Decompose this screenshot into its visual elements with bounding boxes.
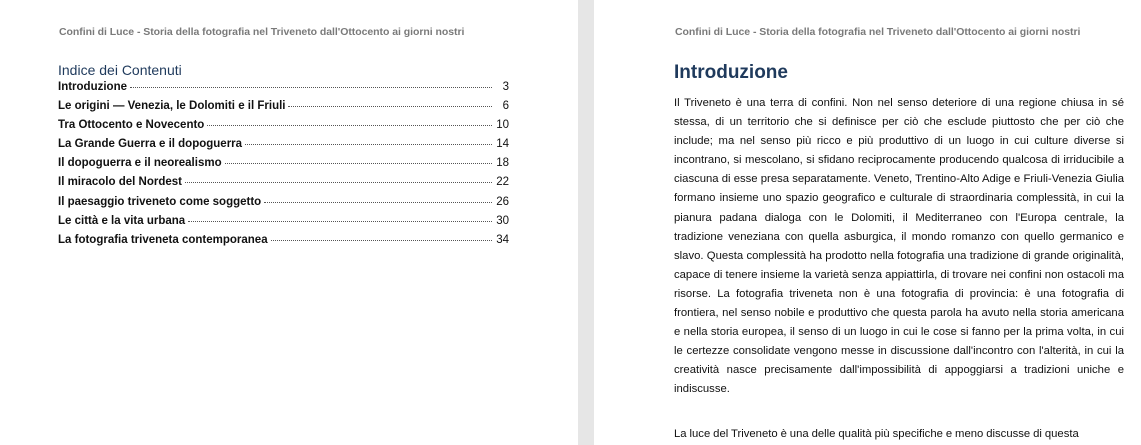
toc-leader-dots — [130, 87, 492, 88]
toc-entry-page: 30 — [496, 214, 509, 227]
toc-entry[interactable] — [58, 215, 509, 234]
toc-title: Indice dei Contenuti — [58, 62, 182, 78]
toc-entry[interactable] — [58, 81, 509, 100]
toc-entry-title: Le città e la vita urbana — [58, 214, 186, 227]
toc-leader-dots — [185, 182, 492, 183]
toc-entry-title: Tra Ottocento e Novecento — [58, 119, 205, 132]
toc-entry[interactable] — [58, 176, 509, 195]
toc-entry[interactable] — [58, 100, 509, 119]
body-paragraph: La luce del Triveneto è una delle qualità più specifiche e meno discusse di questa — [674, 428, 1079, 440]
toc-entry-page: 14 — [496, 138, 509, 151]
toc-entry-page: 22 — [496, 176, 509, 189]
toc-entry-page: 26 — [496, 195, 509, 208]
toc-entry-page: 10 — [496, 119, 509, 132]
toc-entry[interactable] — [58, 157, 509, 176]
toc-entry[interactable] — [58, 234, 509, 253]
toc-entry[interactable] — [58, 119, 509, 138]
toc-leader-dots — [188, 221, 492, 222]
toc-entry-title: Le origini — Venezia, le Dolomiti e il Friuli — [58, 100, 286, 113]
toc-entry-page: 6 — [502, 100, 509, 113]
toc-entry-page: 3 — [502, 81, 509, 93]
running-header: Confini di Luce - Storia della fotografia nel Triveneto dall'Ottocento ai giorni nostri — [675, 26, 1081, 38]
toc-entry-page: 34 — [496, 233, 509, 246]
table-of-contents — [58, 81, 509, 253]
running-header: Confini di Luce - Storia della fotografia nel Triveneto dall'Ottocento ai giorni nostri — [59, 26, 465, 38]
toc-leader-dots — [271, 240, 492, 241]
toc-leader-dots — [245, 144, 492, 145]
toc-entry-title: Il dopoguerra e il neorealismo — [58, 157, 222, 170]
toc-entry-title: Il miracolo del Nordest — [58, 176, 182, 189]
toc-leader-dots — [288, 106, 492, 107]
toc-entry-title: Introduzione — [58, 81, 127, 93]
toc-entry[interactable] — [58, 138, 509, 157]
body-paragraph: Il Triveneto è una terra di confini. Non nel senso deteriore di una regione chiusa in sé stessa, di un territorio che si definisce per ciò che esclude piuttosto che per ciò che include; ma nel senso più ricco e più produttivo di un luogo in cui culture diverse si incontrano, si mescolano, si sfidano reciprocamente producendo qualcosa di irriducibile a ciascuna di esse presa separatamente. Veneto, Trentino-Alto Adige e Friuli-Venezia Giulia formano insieme uno spazio geografico e culturale di straordinaria complessità, in cui la pianura padana dialoga con le Dolomiti, il Mediterraneo con l'Europa centrale, la tradizione veneziana con quella asburgica, il mondo romanzo con quello germanico e slavo. Questa complessità ha prodotto nella fotografia una tradizione di grande originalità, capace di tenere insieme la varietà senza appiattirla, di trovare nei confini non ostacoli ma risorse. La fotografia triveneta non è una fotografia di provincia: è una fotografia di frontiera, nel senso nobile e produttivo che questa parola ha avuto nella storia americana e nella storia europea, il senso di un luogo in cui le cose si fanno per la prima volta, in cui le certezze consolidate vengono messe in discussione dall'incontro con l'alterità, in cui la creatività nasce precisamente dall'impossibilità di appoggiarsi a tradizioni uniche e indiscusse. — [674, 97, 1124, 396]
toc-leader-dots — [207, 125, 492, 126]
section-heading: Introduzione — [674, 62, 788, 83]
toc-entry-title: Il paesaggio triveneto come soggetto — [58, 195, 262, 208]
toc-entry[interactable] — [58, 196, 509, 215]
toc-leader-dots — [264, 202, 492, 203]
page-right — [594, 0, 1141, 445]
toc-leader-dots — [225, 163, 492, 164]
toc-entry-title: La fotografia triveneta contemporanea — [58, 233, 268, 246]
toc-entry-title: La Grande Guerra e il dopoguerra — [58, 138, 243, 151]
toc-entry-page: 18 — [496, 157, 509, 170]
